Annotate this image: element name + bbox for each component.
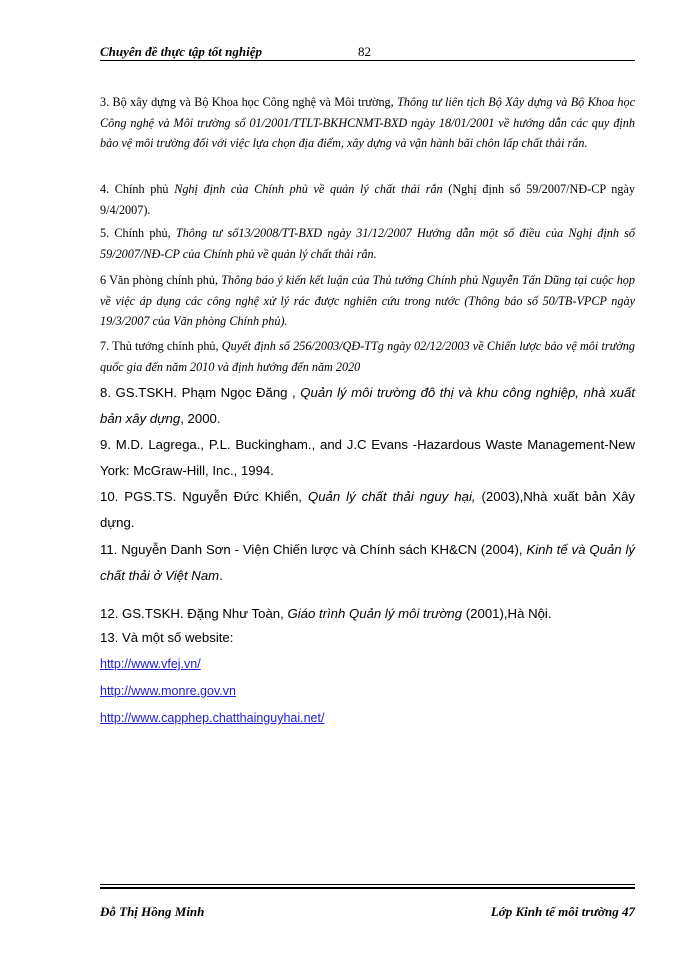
reference-title: Kinh tế và Quản lý chất thải ở Việt Nam [100, 542, 636, 583]
reference-title: Quản lý môi trường đô thị và khu công nghiệp, nhà xuất bản xây dựng [100, 385, 635, 426]
reference-lead: 7. Thủ tướng chính phủ, [100, 339, 222, 353]
header-rule [100, 60, 635, 61]
reference-lead: 12. GS.TSKH. Đặng Như Toàn, [100, 606, 288, 621]
website-link-capphep[interactable]: http://www.capphep.chatthainguyhai.net/ [100, 711, 325, 725]
page-header [100, 40, 635, 62]
reference-lead: 5. Chính phủ, [100, 226, 176, 240]
reference-7 [100, 336, 635, 377]
reference-lead: 6 Văn phòng chính phủ, [100, 273, 222, 287]
reference-lead: 10. PGS.TS. Nguyễn Đức Khiển, [100, 489, 308, 504]
reference-tail: , 2000. [180, 411, 221, 426]
reference-5 [100, 223, 635, 264]
header-title: Chuyên đề thực tập tốt nghiệp [100, 44, 262, 59]
reference-4 [100, 179, 635, 220]
reference-tail: (Nghị định số 59/2007/NĐ-CP ngày 9/4/2007). [100, 182, 635, 217]
website-link-vfej[interactable]: http://www.vfej.vn/ [100, 657, 201, 671]
reference-lead: 11. Nguyễn Danh Sơn - Viện Chiến lược và Chính sách KH&CN (2004), [100, 542, 527, 557]
reference-lead: 3. Bộ xây dựng và Bộ Khoa học Công nghệ và Môi trường, [100, 95, 398, 109]
footer-author: Đỗ Thị Hồng Minh [100, 904, 205, 919]
footer-rule-thin [100, 884, 635, 885]
footer-class: Lớp Kinh tế môi trường 47 [490, 904, 635, 919]
websites-label: 13. Và một số website: [100, 630, 234, 645]
reference-title: Nghị định của Chính phủ về quản lý chất thải rắn [174, 182, 443, 196]
reference-9 [100, 432, 635, 484]
reference-title: Thông tư liên tịch Bộ Xây dựng và Bộ Khoa học Công nghệ và Môi trường số 01/2001/TTLT-BKHCNMT-BXD ngày 18/01/2001 về hướng dẫn các quy định bảo vệ môi trường đối với việc lựa chọn địa điểm, xây dựng và vận hành bãi chôn lấp chất thải rắn. [100, 95, 636, 150]
reference-lead: 9. M.D. Lagrega., P.L. Buckingham., and J.C Evans -Hazardous Waste Management-New York: McGraw-Hill, Inc., 1994. [100, 437, 635, 478]
reference-title: Quản lý chất thải nguy hại, [307, 489, 476, 504]
page-number: 82 [358, 44, 371, 59]
reference-title: Quyết định số 256/2003/QĐ-TTg ngày 02/12/2003 về Chiến lược bảo vệ môi trường quốc gia đến năm 2010 và định hướng đến năm 2020 [100, 339, 635, 374]
reference-title: Thông tư số13/2008/TT-BXD ngày 31/12/2007 Hướng dẫn một số điều của Nghị định số 59/2007/NĐ-CP của Chính phủ về quản lý chất thải rắn. [100, 226, 636, 261]
reference-tail: (2003),Nhà xuất bản Xây dựng. [100, 489, 635, 530]
reference-10 [100, 484, 635, 536]
reference-tail: . [219, 568, 223, 583]
reference-3 [100, 92, 635, 154]
reference-lead: 8. GS.TSKH. Phạm Ngọc Đăng , [100, 385, 301, 400]
reference-lead: 4. Chính phủ [100, 182, 175, 196]
website-link-monre[interactable]: http://www.monre.gov.vn [100, 684, 236, 698]
reference-tail: (2001),Hà Nội. [462, 606, 552, 621]
reference-12 [100, 601, 635, 627]
footer-rule-thick [100, 887, 635, 889]
reference-title: Giáo trình Quản lý môi trường [287, 606, 463, 621]
reference-title: Thông báo ý kiến kết luận của Thủ tướng Chính phủ Nguyễn Tấn Dũng tại cuộc họp về việc áp dụng các công nghệ xử lý rác được nghiên cứu trong nước (Thông báo số 50/TB-VPCP ngày 19/3/2007 của Văn phòng Chính phủ). [100, 273, 635, 328]
reference-6 [100, 270, 635, 332]
reference-8 [100, 380, 635, 432]
reference-11 [100, 537, 635, 589]
